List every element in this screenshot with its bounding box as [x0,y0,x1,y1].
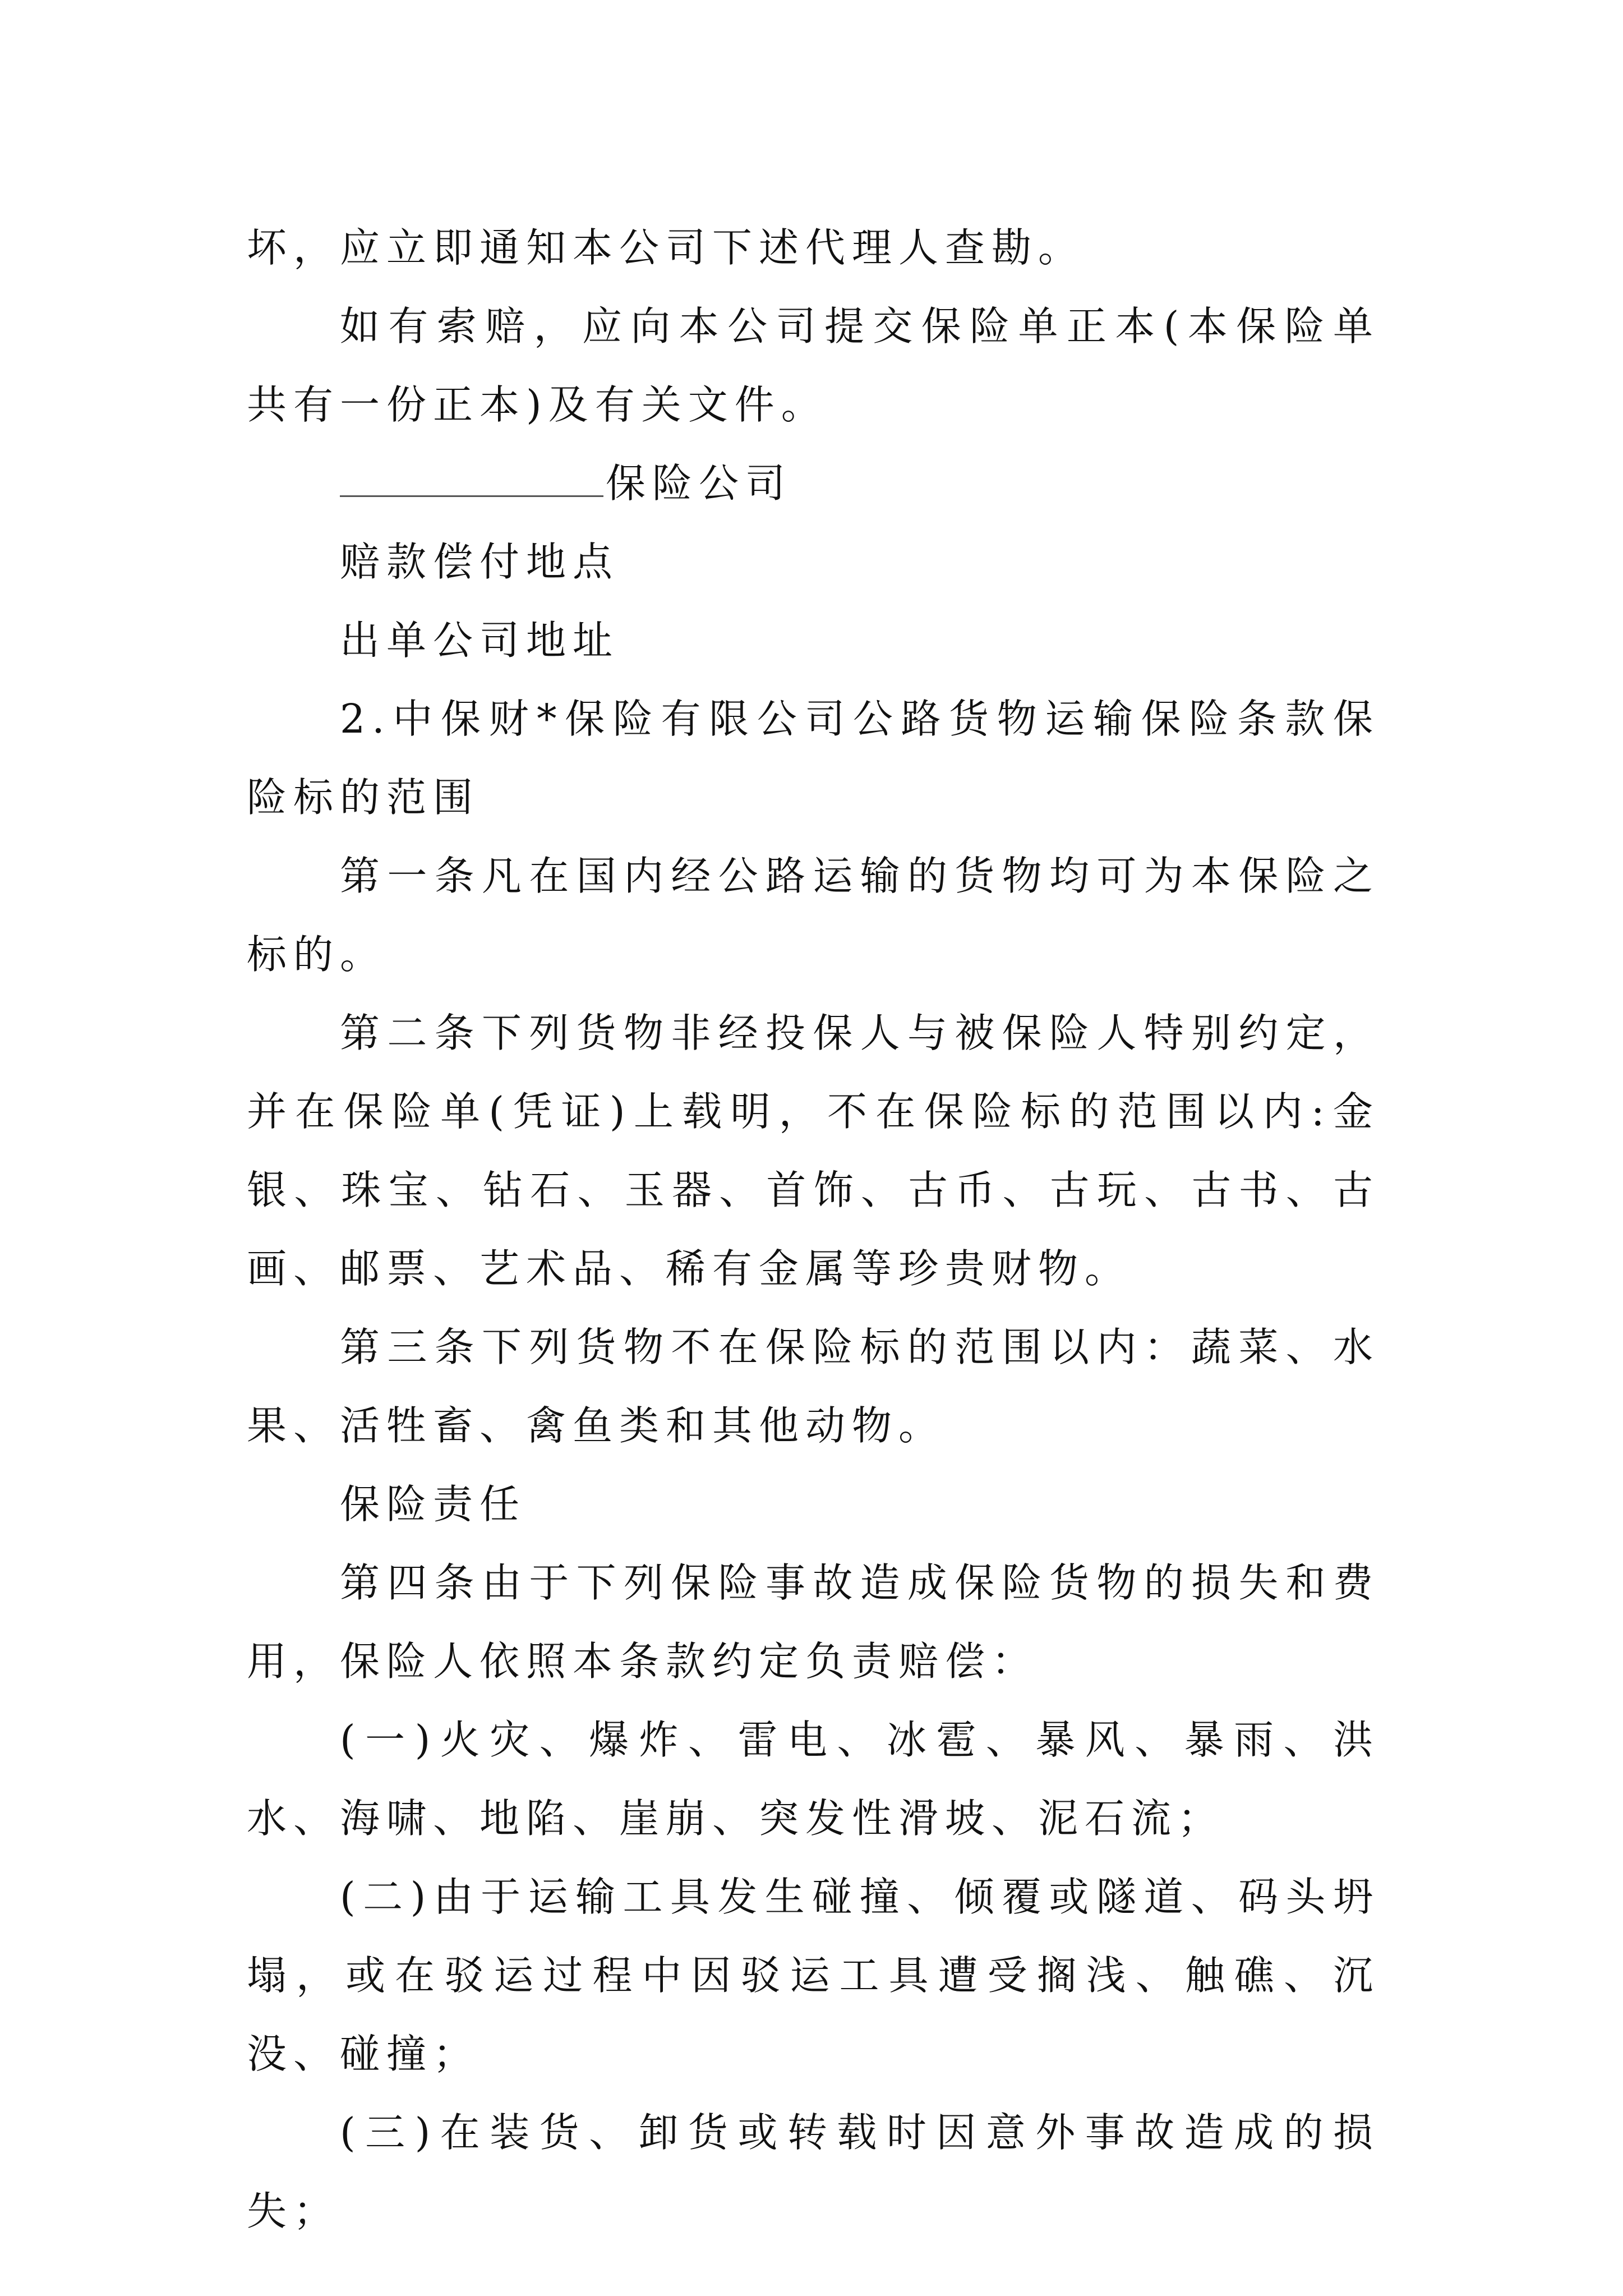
paragraph-liability-heading: 保险责任 [340,1481,527,1527]
document-body [247,209,1380,2251]
paragraph-article-4: 第四条由于下列保险事故造成保险货物的损失和费用，保险人依照本条款约定负责赔偿： [247,1559,1380,1685]
paragraph-section-heading: 2.中保财*保险有限公司公路货物运输保险条款保险标的范围 [247,696,1380,821]
paragraph-claim-documents: 如有索赔，应向本公司提交保险单正本(本保险单共有一份正本)及有关文件。 [247,303,1380,428]
paragraph-item-3: (三)在装货、卸货或转载时因意外事故造成的损失； [247,2109,1380,2234]
paragraph-payment-location: 赔款偿付地点 [340,539,620,585]
paragraph-item-2: (二)由于运输工具发生碰撞、倾覆或隧道、码头坍塌，或在驳运过程中因驳运工具遭受搁浅、触礁、沉没、碰撞； [247,1874,1380,2077]
paragraph-article-2: 第二条下列货物非经投保人与被保险人特别约定，并在保险单(凭证)上载明，不在保险标的范围以内:金银、珠宝、钻石、玉器、首饰、古币、古玩、古书、古画、邮票、艺术品、稀有金属等珍贵财物。 [247,1010,1380,1292]
insurance-company-line [247,444,1380,523]
paragraph-notify-agent: 坏，应立即通知本公司下述代理人查勘。 [247,224,1085,271]
paragraph-item-1: (一)火灾、爆炸、雷电、冰雹、暴风、暴雨、洪水、海啸、地陷、崖崩、突发性滑坡、泥石流； [247,1717,1380,1842]
insurance-company-label: 保险公司 [606,460,792,507]
paragraph-issuing-address: 出单公司地址 [340,617,620,664]
paragraph-article-3: 第三条下列货物不在保险标的范围以内：蔬菜、水果、活牲畜、禽鱼类和其他动物。 [247,1324,1380,1449]
paragraph-article-1: 第一条凡在国内经公路运输的货物均可为本保险之标的。 [247,853,1380,978]
company-name-blank [340,462,603,497]
